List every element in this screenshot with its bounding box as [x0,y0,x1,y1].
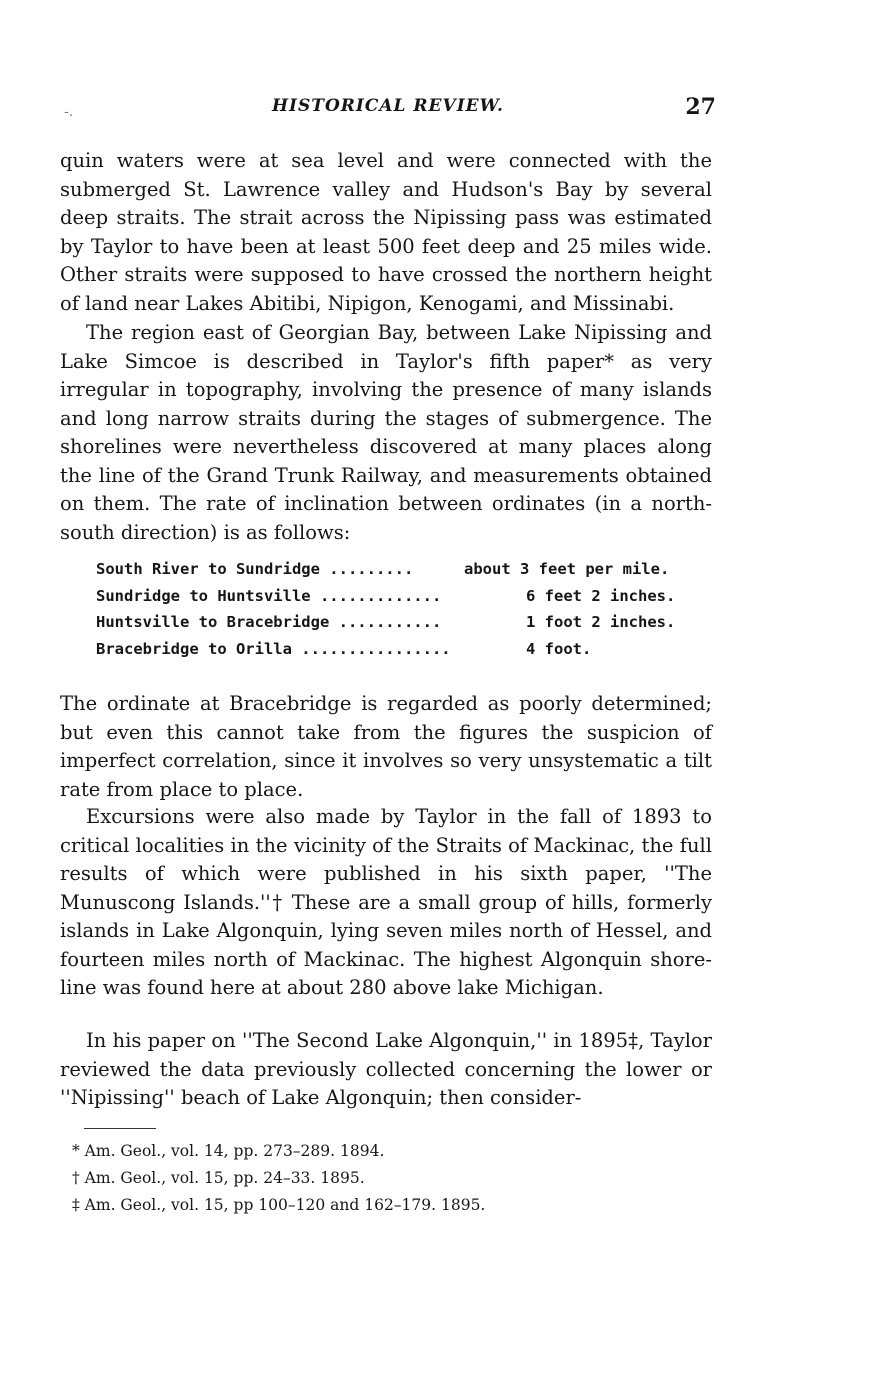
paragraph-2: The region east of Georgian Bay, between Lake Nipissing and Lake Simcoe is described in Taylor's fifth paper* as very irregular in topography, involving the presence of many islands and long narrow straits during the stages of submergence. The shorelines were nevertheless discovered at many places along the line of the Grand Trunk Railway, and measurements obtained on them. The rate of inclination between ordinates (in a north-south direction) is as follows: [60,321,712,544]
table-segment: Bracebridge to Orilla ................ [96,639,451,658]
header-mark: -. [64,104,74,120]
table-segment: Huntsville to Bracebridge ........... [96,613,442,631]
footnote-1: * Am. Geol., vol. 14, pp. 273–289. 1894. [72,1142,385,1160]
footnotes [72,1138,672,1219]
page-number: 27 [685,94,716,120]
table-rate: 4 foot. [526,639,592,658]
table-row [96,613,696,640]
running-title: HISTORICAL REVIEW. [272,96,504,116]
table-rate: 1 foot 2 inches. [526,613,676,631]
table-segment: South River to Sundridge ......... [96,560,414,578]
paragraph-5: In his paper on ''The Second Lake Algonquin,'' in 1895‡, Taylor reviewed the data previously collected concerning the lower or ''Nipissing'' beach of Lake Algonquin; then consider- [60,1029,712,1109]
paragraph-4: Excursions were also made by Taylor in the fall of 1893 to critical localities in the vicinity of the Straits of Mackinac, the full results of which were published in his sixth paper, ''The Munuscong Islands.''† These are a small group of hills, formerly islands in Lake Algonquin, lying seven miles north of Hessel, and fourteen miles north of Mackinac. The highest Algonquin shore-line was found here at about 280 above lake Michigan. [60,805,712,999]
inclination-table [96,560,696,666]
footnote-2: † Am. Geol., vol. 15, pp. 24–33. 1895. [72,1169,365,1187]
running-header [60,94,716,124]
table-rate: 6 feet 2 inches. [526,586,676,605]
footnote-rule [84,1128,156,1129]
table-row [96,640,696,667]
table-segment: Sundridge to Huntsville ............. [96,586,442,605]
paragraph-3: The ordinate at Bracebridge is regarded as poorly determined; but even this cannot take from the figures the suspicion of imperfect correlation, since it involves so very unsystematic a tilt rate from place to place. [60,692,712,801]
footnote-3: ‡ Am. Geol., vol. 15, pp 100–120 and 162–179. 1895. [72,1196,486,1214]
table-row [96,560,696,587]
paragraph-1: quin waters were at sea level and were connected with the submerged St. Lawrence valley and Hudson's Bay by several deep straits. The strait across the Nipissing pass was estimated by Taylor to have been at least 500 feet deep and 25 miles wide. Other straits were supposed to have crossed the northern height of land near Lakes Abitibi, Nipigon, Kenogami, and Missinabi. [60,149,712,315]
table-row [96,587,696,614]
table-rate: about 3 feet per mile. [464,560,670,578]
